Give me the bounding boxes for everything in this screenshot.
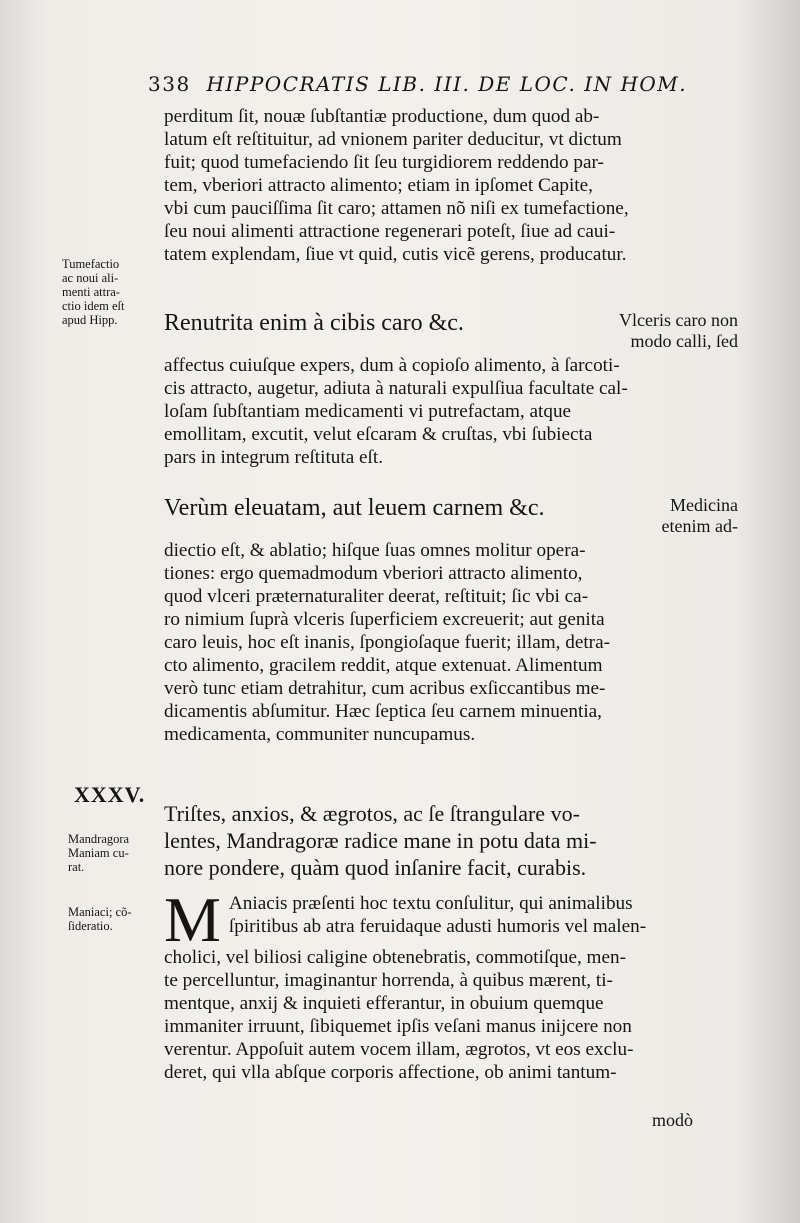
margin-line: ſideratio. xyxy=(68,919,113,933)
text-line: mentque, anxij & inquieti efferantur, in obuium quemque xyxy=(164,993,604,1014)
margin-line: Mandragora xyxy=(68,832,130,846)
margin-line: ac noui ali- xyxy=(62,271,119,285)
text-line: vbi cum pauciſſima ſit caro; attamen nõ niſi ex tumefactione, xyxy=(164,198,629,219)
lemma-tail-line: Medicina xyxy=(670,495,738,515)
section-number: XXXV. xyxy=(74,782,146,807)
text-line: verò tunc etiam detrahitur, cum acribus exſiccantibus me- xyxy=(164,678,606,699)
text-line: ro nimium ſuprà vlceris ſuperficiem excreuerit; aut genita xyxy=(164,609,605,630)
text-line: emollitam, excutit, velut eſcaram & cruſtas, vbi ſubiecta xyxy=(164,424,593,445)
drop-cap: M xyxy=(164,884,221,955)
lemma-verum-eleuatam xyxy=(164,495,738,746)
text-line: ſpiritibus ab atra feruidaque adusti humoris vel malen- xyxy=(228,916,647,937)
text-line: cto alimento, gracilem reddit, atque extenuat. Alimentum xyxy=(164,655,603,676)
text-line: verentur. Appoſuit autem vocem illam, ægrotos, vt eos exclu- xyxy=(164,1039,634,1060)
running-title: HIPPOCRATIS LIB. III. DE LOC. IN HOM. xyxy=(206,72,688,96)
running-head xyxy=(148,72,708,96)
lemma-renutrita xyxy=(164,310,738,469)
lemma-heading-row xyxy=(164,495,738,536)
text-line: loſam ſubſtantiam medicamenti vi putrefactam, atque xyxy=(164,401,572,422)
text-line: tiones: ergo quemadmodum vberiori attracto alimento, xyxy=(164,563,583,584)
text-line: cholici, vel biliosi caligine obtenebratis, commotiſque, men- xyxy=(164,947,626,968)
margin-line: ctio idem eſt xyxy=(62,299,125,313)
margin-line: Maniaci; cõ- xyxy=(68,905,132,919)
margin-line: Maniam cu- xyxy=(68,846,129,860)
text-line: caro leuis, hoc eſt inanis, ſpongioſaque fuerit; illam, detra- xyxy=(164,632,610,653)
text-line: tatem explendam, ſiue vt quid, cutis vicẽ gerens, producatur. xyxy=(164,244,627,265)
page-number: 338 xyxy=(148,72,191,96)
text-line: tem, vberiori attracto alimento; etiam in ipſomet Capite, xyxy=(164,175,593,196)
margin-line: Tumefactio xyxy=(62,257,120,271)
aphorism-xxxv xyxy=(164,800,738,881)
margin-line: rat. xyxy=(68,860,85,874)
text-line: diectio eſt, & ablatio; hiſque ſuas omnes molitur opera- xyxy=(164,540,586,561)
lemma-heading: Verùm eleuatam, aut leuem carnem &c. xyxy=(164,495,545,521)
margin-note-maniaci xyxy=(68,905,162,933)
text-line: dicamentis abſumitur. Hæc ſeptica ſeu carnem minuentia, xyxy=(164,701,602,722)
catchword: modò xyxy=(652,1110,694,1130)
margin-line: apud Hipp. xyxy=(62,313,118,327)
text-line: affectus cuiuſque expers, dum à copioſo alimento, à ſarcoti- xyxy=(164,355,620,376)
text-line: deret, qui vlla abſque corporis affectione, ob animi tantum- xyxy=(164,1062,617,1083)
commentary xyxy=(164,884,738,1084)
aphorism-line: lentes, Mandragoræ radice mane in potu data mi- xyxy=(164,828,597,853)
text-line: perditum ſit, nouæ ſubſtantiæ productione, dum quod ab- xyxy=(164,106,600,127)
text-line: medicamenta, communiter nuncupamus. xyxy=(164,724,476,745)
lemma-tail-line: Vlceris caro non xyxy=(619,310,738,330)
lemma-tail-line: etenim ad- xyxy=(661,516,738,536)
text-line: Aniacis præſenti hoc textu conſulitur, qui animalibus xyxy=(228,893,633,914)
margin-line: menti attra- xyxy=(62,285,120,299)
text-line: latum eſt reſtituitur, ad vnionem pariter deducitur, vt dictum xyxy=(164,129,622,150)
margin-note-tumefactio xyxy=(62,257,156,327)
lemma-heading-row xyxy=(164,310,738,351)
text-line: immaniter irruunt, ſibiquemet ipſis veſani manus inijcere non xyxy=(164,1016,632,1037)
aphorism-line: Triſtes, anxios, & ægrotos, ac ſe ſtrangulare vo- xyxy=(164,801,580,826)
text-line: cis attracto, augetur, adiuta à naturali expulſiua facultate cal- xyxy=(164,378,628,399)
text-line: te percelluntur, imaginantur horrenda, à quibus mærent, ti- xyxy=(164,970,613,991)
lemma-heading: Renutrita enim à cibis caro &c. xyxy=(164,310,464,336)
text-line: fuit; quod tumefaciendo ſit ſeu turgidiorem reddendo par- xyxy=(164,152,604,173)
aphorism-line: nore pondere, quàm quod inſanire facit, curabis. xyxy=(164,855,587,880)
text-line: pars in integrum reſtituta eſt. xyxy=(164,447,383,468)
bleed-through-mark xyxy=(70,195,73,209)
lemma-heading-tail xyxy=(619,310,738,352)
lemma-heading-tail xyxy=(662,495,738,537)
lemma-tail-line: modo calli, ſed xyxy=(630,331,738,351)
margin-note-mandragora xyxy=(68,832,162,874)
paragraph-continuation xyxy=(164,105,738,266)
text-line: ſeu noui alimenti attractione regenerari poteſt, ſiue ad caui- xyxy=(164,221,616,242)
text-line: quod vlceri præternaturaliter deerat, reſtituit; ſic vbi ca- xyxy=(164,586,589,607)
